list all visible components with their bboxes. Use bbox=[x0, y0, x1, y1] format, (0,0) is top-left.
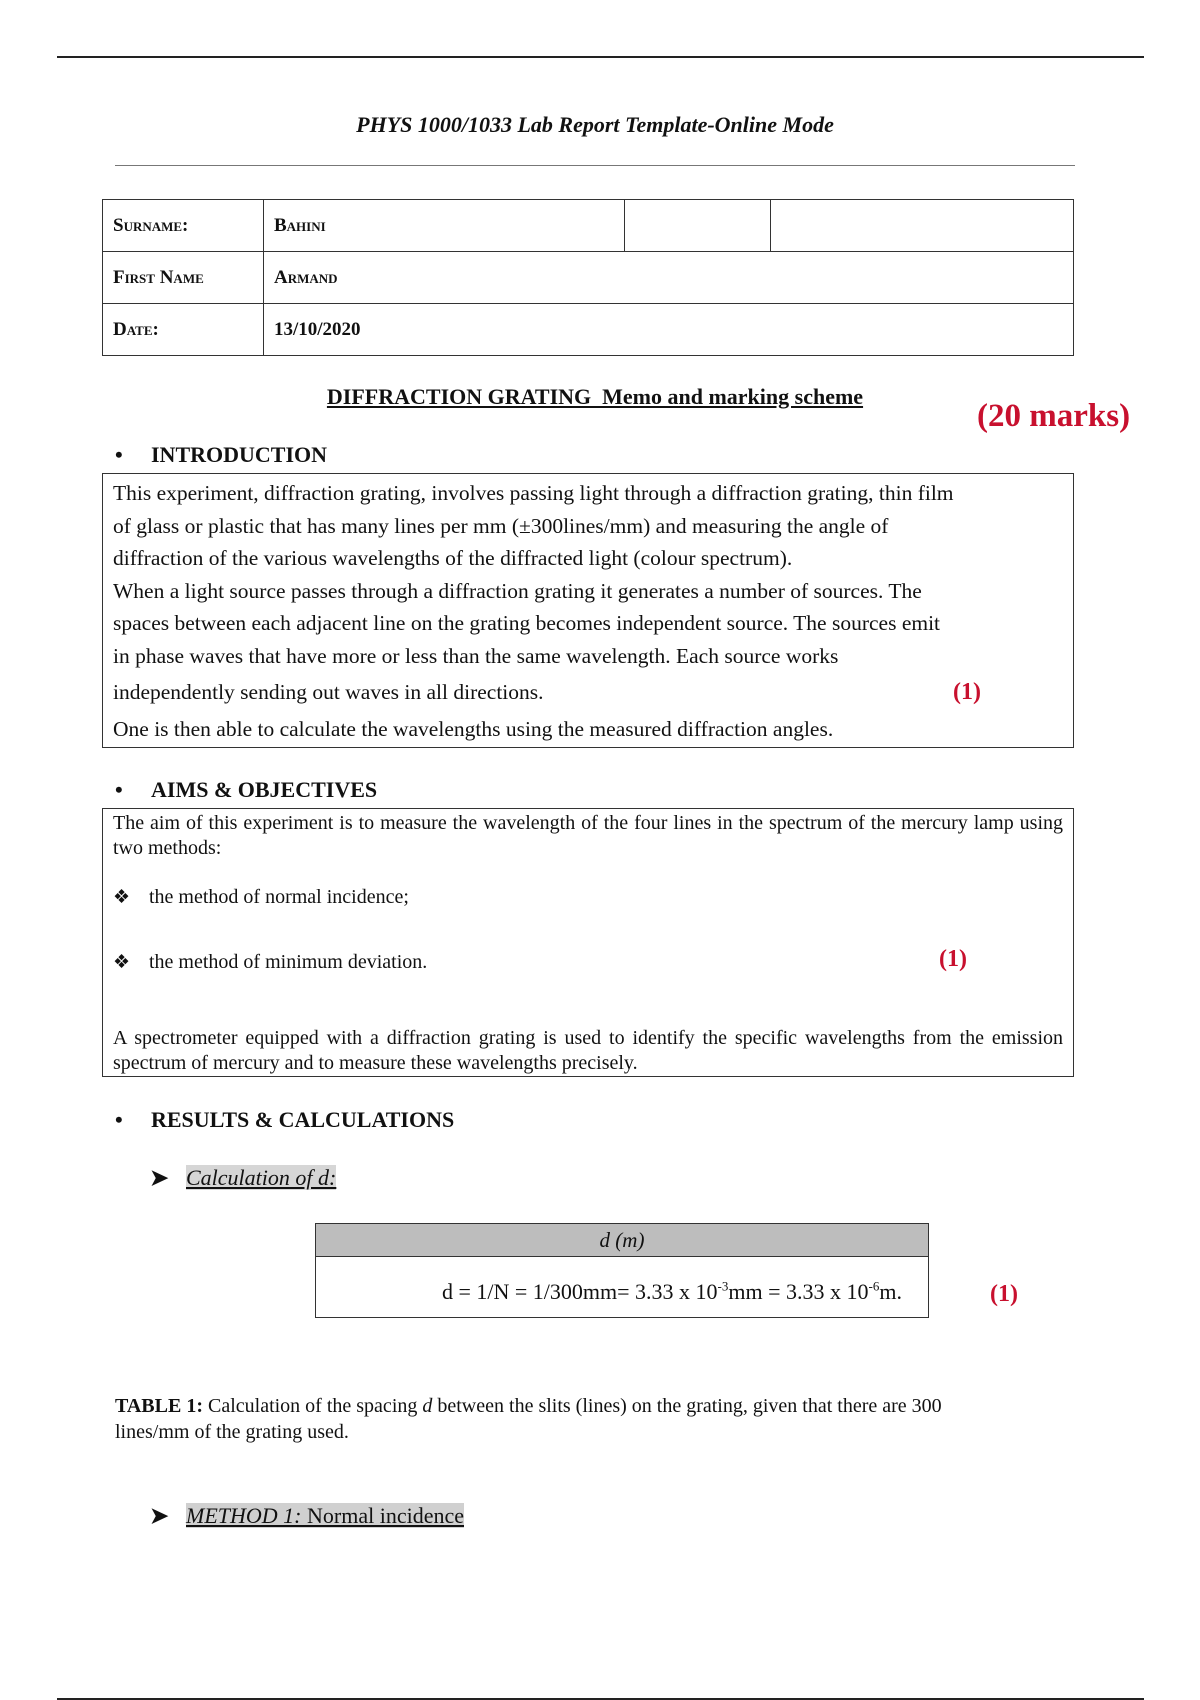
method1-label-italic: METHOD 1: bbox=[186, 1503, 302, 1528]
caption-variable: d bbox=[422, 1395, 433, 1417]
intro-line-with-mark bbox=[113, 676, 1063, 709]
caption-text: between the slits (lines) on the grating, given that there are 300 lines/mm of the grating used. bbox=[115, 1395, 942, 1443]
date-label: Date: bbox=[103, 304, 264, 356]
caption-text: Calculation of the spacing bbox=[207, 1395, 418, 1417]
calc-d-label: Calculation of d: bbox=[186, 1165, 337, 1190]
arrow-bullet-icon: ➤ bbox=[150, 1165, 169, 1190]
intro-line: spaces between each adjacent line on the grating becomes independent source. The sources emit bbox=[113, 611, 941, 635]
memo-heading: DIFFRACTION GRATING Memo and marking scheme bbox=[326, 384, 864, 409]
first-name-label: First Name bbox=[103, 252, 264, 304]
results-title: RESULTS & CALCULATIONS bbox=[151, 1107, 455, 1132]
first-name-value: Armand bbox=[264, 252, 1074, 304]
diamond-bullet-icon: ❖ bbox=[113, 887, 131, 908]
equation-exponent: -3 bbox=[717, 1278, 729, 1294]
equation-part: m. bbox=[879, 1279, 902, 1304]
aims-title: AIMS & OBJECTIVES bbox=[151, 777, 378, 802]
first-name-row bbox=[103, 252, 1074, 304]
info-empty-cell-1 bbox=[625, 200, 771, 252]
intro-line: of glass or plastic that has many lines per mm (±300lines/mm) and measuring the angle of bbox=[113, 513, 889, 538]
bullet-dot-icon: • bbox=[115, 1107, 123, 1132]
method1-subheading bbox=[150, 1503, 464, 1529]
d-table-equation bbox=[316, 1257, 928, 1318]
aims-item-text: the method of normal incidence; bbox=[149, 886, 409, 908]
intro-mark: (1) bbox=[953, 679, 981, 705]
calc-d-subheading bbox=[150, 1165, 336, 1191]
aims-list-item bbox=[113, 950, 427, 975]
bullet-dot-icon: • bbox=[115, 777, 123, 802]
arrow-bullet-icon: ➤ bbox=[150, 1503, 169, 1528]
intro-line: in phase waves that have more or less than the same wavelength. Each source works bbox=[113, 643, 839, 668]
top-rule bbox=[57, 56, 1144, 58]
title-underline-rule bbox=[115, 165, 1075, 166]
equation-exponent: -6 bbox=[868, 1278, 880, 1294]
total-marks: (20 marks) bbox=[977, 398, 1131, 434]
table-1-caption bbox=[115, 1393, 1015, 1445]
introduction-heading bbox=[115, 442, 327, 468]
bullet-dot-icon: • bbox=[115, 442, 123, 467]
method1-label-rest: Normal incidence bbox=[307, 1503, 464, 1528]
date-value: 13/10/2020 bbox=[264, 304, 1074, 356]
equation-part: mm = 3.33 x 10 bbox=[728, 1279, 869, 1304]
equation-part: d = 1/N = 1/300mm= 3.33 x 10 bbox=[441, 1279, 718, 1304]
d-table-header: d (m) bbox=[316, 1224, 928, 1257]
method1-label bbox=[186, 1503, 464, 1528]
intro-line: independently sending out waves in all directions. bbox=[113, 680, 544, 704]
d-calculation-table bbox=[315, 1223, 929, 1318]
intro-last-line: One is then able to calculate the wavelengths using the measured diffraction angles. bbox=[113, 716, 834, 741]
introduction-box bbox=[102, 473, 1074, 748]
aims-heading bbox=[115, 777, 377, 803]
aims-intro: The aim of this experiment is to measure the wavelength of the four lines in the spectrum of the mercury lamp using two methods: bbox=[113, 812, 1063, 859]
surname-value: Bahini bbox=[264, 200, 625, 252]
aims-item-text: the method of minimum deviation. bbox=[149, 951, 428, 973]
d-mark: (1) bbox=[990, 1281, 1018, 1307]
aims-mark: (1) bbox=[939, 946, 967, 972]
intro-line: This experiment, diffraction grating, involves passing light through a diffraction grating, thin film bbox=[113, 481, 954, 505]
intro-line: When a light source passes through a diffraction grating it generates a number of sources. The bbox=[113, 578, 922, 603]
document-title: PHYS 1000/1033 Lab Report Template-Online Mode bbox=[356, 112, 834, 137]
results-heading bbox=[115, 1107, 454, 1133]
surname-label: Surname: bbox=[103, 200, 264, 252]
introduction-title: INTRODUCTION bbox=[151, 442, 328, 467]
surname-row bbox=[103, 200, 1074, 252]
intro-line: diffraction of the various wavelengths of the diffracted light (colour spectrum). bbox=[113, 546, 793, 570]
info-empty-cell-2 bbox=[771, 200, 1074, 252]
diamond-bullet-icon: ❖ bbox=[113, 952, 131, 973]
aims-list-item bbox=[113, 885, 409, 910]
date-row bbox=[103, 304, 1074, 356]
aims-closing: A spectrometer equipped with a diffraction grating is used to identify the specific wavelengths from the emission spectrum of mercury and to measure these wavelengths precisely. bbox=[113, 1027, 1063, 1074]
aims-box bbox=[102, 808, 1074, 1077]
caption-label: TABLE 1: bbox=[115, 1395, 203, 1417]
student-info-table bbox=[102, 199, 1074, 356]
